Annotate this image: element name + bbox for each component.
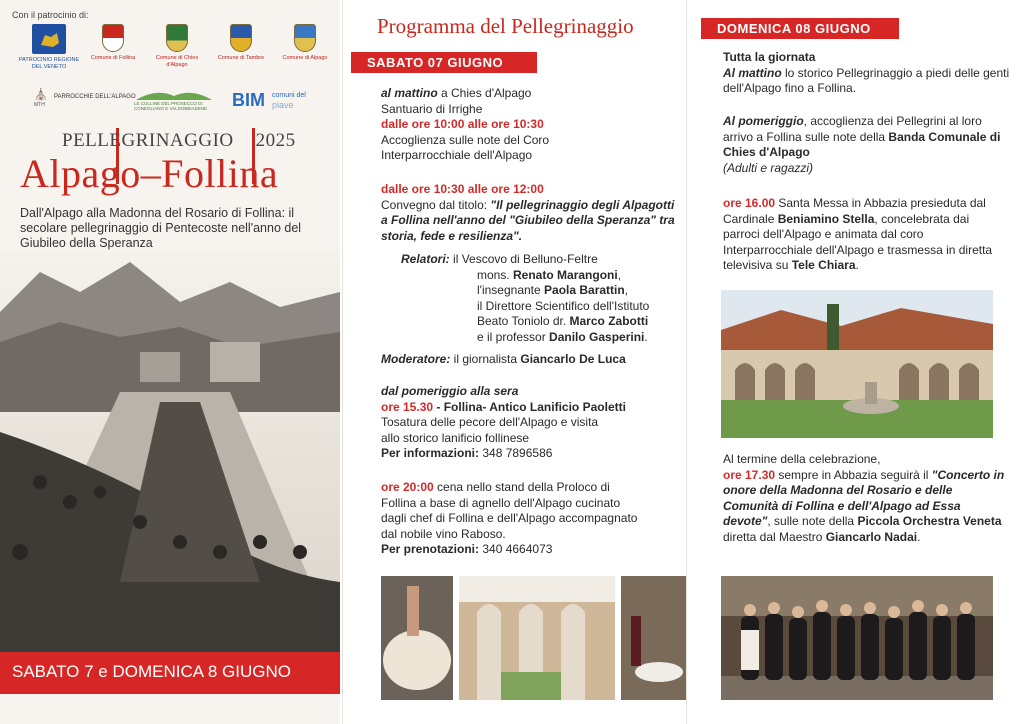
afternoon-block: dal pomeriggio alla sera ore 15.30 - Follina- Antico Lanificio Paoletti Tosatura delle pecore dell'Alpago e visita allo storico lanificio follinese Per informazioni: 348 7896586 — [381, 384, 626, 460]
parrocchie-label: PARROCCHIE DELL'ALPAGO — [54, 94, 136, 100]
follina-crest: Comune di Follina — [82, 24, 144, 62]
all-day-block: Tutta la giornata Al mattino lo storico Pellegrinaggio a piedi delle genti dell'Alpago fino a Follina. — [723, 50, 1010, 95]
shield-icon — [230, 24, 252, 52]
patrocinio-label: Con il patrocinio di: — [12, 10, 89, 20]
shield-icon — [102, 24, 124, 52]
shield-icon — [166, 24, 188, 52]
secondary-logos: ⛪ MTH PARROCCHIE DELL'ALPAGO LE COLLINE DEL PROSECCO DI CONEGLIANO E VALDOBBIADENE BIM comuni del piave — [34, 89, 306, 111]
chies-crest: Comune di Chies d'Alpago — [146, 24, 208, 69]
church-icon: ⛪ — [34, 89, 48, 101]
sunday-panel — [686, 0, 1024, 724]
abbey-cloister-photo — [721, 290, 993, 438]
speakers-block: Relatori: il Vescovo di Belluno-Feltre mons. Renato Marangoni, l'insegnante Paola Barattin, il Direttore Scientifico dell'Istituto Beato Toniolo dr. Marco Zabotti e il professor Danilo Gasperini. — [401, 252, 650, 344]
orchestra-group-photo — [721, 576, 993, 700]
wool-photo — [381, 576, 453, 700]
dates-banner: SABATO 7 e DOMENICA 8 GIUGNO — [0, 652, 340, 694]
photo-strip — [381, 576, 686, 700]
afternoon-block: Al pomeriggio, accoglienza dei Pellegrini al loro arrivo a Follina sulle note della Banda Comunale di Chies d'Alpago (Adulti e ragazzi) — [723, 114, 1001, 175]
subtitle: Dall'Alpago alla Madonna del Rosario di Follina: il secolare pellegrinaggio di Pentecoste nell'anno del Giubileo della Speranza — [20, 206, 302, 250]
moderator-line: Moderatore: il giornalista Giancarlo De Luca — [381, 352, 626, 366]
time-1: dalle ore 10:00 alle ore 10:30 — [381, 117, 544, 131]
concert-block: Al termine della celebrazione, ore 17.30 sempre in Abbazia seguirà il "Concerto in onore della Madonna del Rosario e delle Comunità di Follina e dell'Alpago ad Essa devote", sulle note della Piccola Orchestra Veneta diretta dal Maestro Giancarlo Nadai. — [723, 452, 1005, 544]
tambre-crest: Comune di Tambre — [210, 24, 272, 62]
title-main: Alpago–Follina — [20, 151, 279, 196]
sponsor-logos — [18, 24, 328, 86]
bim-logo: BIM — [232, 90, 265, 110]
mass-block: ore 16.00 Santa Messa in Abbazia presieduta dal Cardinale Beniamino Stella, concelebrata dai parroci dell'Alpago e animata dal coro Interparrocchiale dell'Alpago e trasmessa in diretta televisiva su Tele Chiara. — [723, 196, 993, 272]
sunday-badge: DOMENICA 08 GIUGNO — [701, 18, 899, 39]
hills-logo-icon — [136, 88, 216, 98]
regione-veneto-logo: PATROCINIO REGIONE DEL VENETO — [18, 24, 80, 71]
alpago-crest: Comune di Alpago — [274, 24, 336, 62]
morning-block: al mattino a Chies d'Alpago Santuario di Irrighe dalle ore 10:00 alle ore 10:30 Accoglienza sulle note del Coro Interparrocchiale dell'Alpago — [381, 86, 681, 164]
cover-panel — [0, 0, 340, 724]
dinner-block: ore 20:00 cena nello stand della Proloco di Follina a base di agnello dell'Alpago cucinato dagli chef di Follina e dell'Alpago accompagnato dal nobile vino Raboso. Per prenotazioni: 340 4664073 — [381, 480, 638, 556]
cloister-photo — [459, 576, 615, 700]
shield-icon — [294, 24, 316, 52]
lion-crest-icon — [32, 24, 66, 54]
historic-pilgrimage-photo — [0, 252, 340, 652]
title-top: PELLEGRINAGGIO 2025 — [62, 130, 296, 151]
saturday-badge: SABATO 07 GIUGNO — [351, 52, 537, 73]
convegno-block: dalle ore 10:30 alle ore 12:00 Convegno dal titolo: "Il pellegrinaggio degli Alpagotti a Follina nell'anno del "Giubileo della Speranza" tra storia, fede e resilienza". — [381, 182, 681, 244]
wine-dinner-photo — [621, 576, 686, 700]
program-heading: Programma del Pellegrinaggio — [377, 14, 634, 38]
time-2: dalle ore 10:30 alle ore 12:00 — [381, 182, 544, 196]
saturday-panel — [342, 0, 686, 724]
